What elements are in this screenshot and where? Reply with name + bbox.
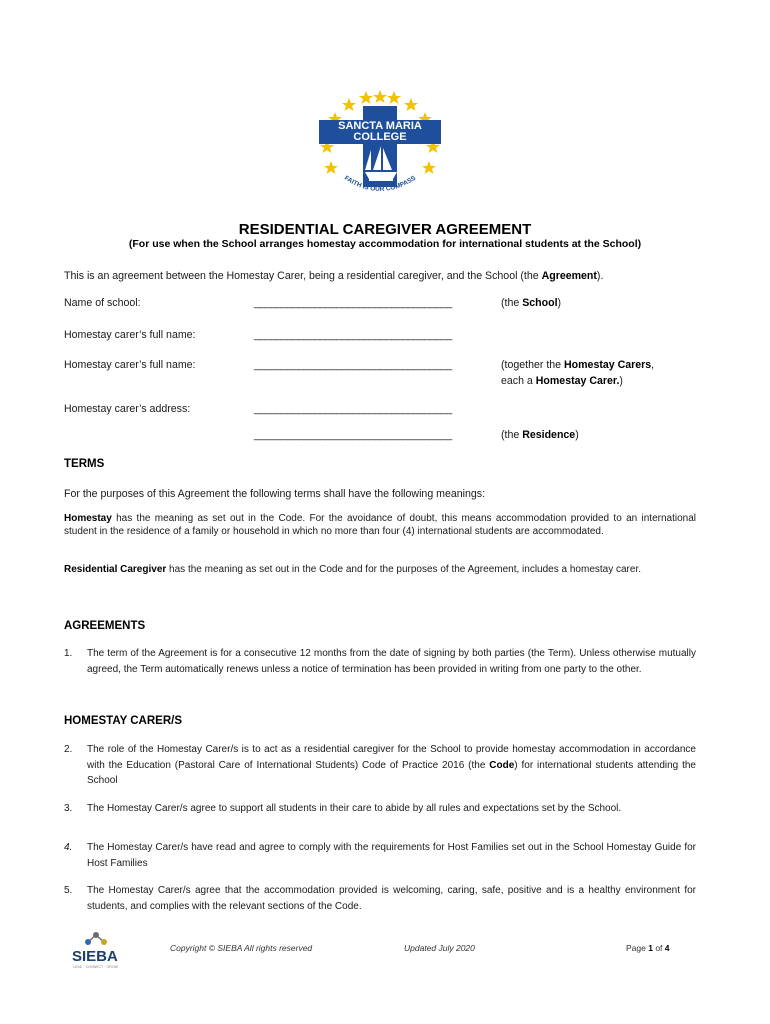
clause-5 (64, 883, 696, 914)
carer2-name-label: Homestay carer’s full name: (64, 359, 196, 371)
page-number: Page 1 of 4 (626, 943, 670, 953)
footer-updated: Updated July 2020 (404, 943, 475, 953)
clause-4 (64, 840, 696, 871)
clause-text: The Homestay Carer/s agree that the accommodation provided is welcoming, caring, safe, positive and is a healthy environment for students, and complies with the relevant sections of the Code. (87, 885, 696, 912)
school-name-blank[interactable]: ____________________________________ (254, 297, 452, 309)
clause-number: 4. (64, 842, 73, 853)
clause-3 (64, 801, 696, 817)
address-blank-1[interactable]: ____________________________________ (254, 403, 452, 415)
star (422, 161, 436, 174)
clause-number: 3. (64, 803, 73, 814)
caregiver-definition: Residential Caregiver has the meaning as set out in the Code and for the purposes of the Agreement, includes a homestay carer. (64, 564, 642, 575)
agreements-heading: AGREEMENTS (64, 620, 146, 632)
address-label: Homestay carer’s address: (64, 403, 191, 415)
clause-number: 5. (64, 885, 73, 896)
clause-number: 2. (64, 744, 73, 755)
star (342, 98, 356, 111)
carer1-name-blank[interactable]: ____________________________________ (254, 329, 452, 341)
document-subtitle: (For use when the School arranges homestay accommodation for international students at the School) (128, 238, 642, 250)
sieba-logo (70, 930, 132, 970)
document-title: RESIDENTIAL CAREGIVER AGREEMENT (238, 221, 532, 238)
star (404, 98, 418, 111)
star (324, 161, 338, 174)
address-blank-2[interactable]: ____________________________________ (254, 429, 452, 441)
carer2-name-blank[interactable]: ____________________________________ (254, 359, 452, 371)
college-crest-logo (305, 84, 455, 204)
clause-text: The term of the Agreement is for a consecutive 12 months from the date of signing by both parties (the Term). Unless otherwise mutually agreed, the Term automatically renews unless a notice of termination has been provided in writing from one party to the other. (87, 648, 696, 675)
sieba-wordmark: SIEBA (72, 948, 118, 965)
intro-paragraph: This is an agreement between the Homestay Carer, being a residential caregiver, and the School (the Agreement). (64, 270, 604, 282)
logo-name-line2: COLLEGE (353, 131, 407, 143)
network-dots-icon (85, 932, 107, 945)
sieba-tagline: LEAD · CONNECT · GROW (73, 965, 119, 969)
clause-number: 1. (64, 648, 73, 659)
terms-heading: TERMS (64, 458, 105, 470)
residence-suffix: (the Residence) (501, 429, 579, 441)
star (373, 90, 387, 103)
logo-name-line1: SANCTA MARIA (338, 120, 422, 132)
terms-intro: For the purposes of this Agreement the following terms shall have the following meanings: (64, 488, 486, 500)
school-suffix: (the School) (501, 297, 562, 309)
homestay-definition: Homestay has the meaning as set out in the Code. For the avoidance of doubt, this means accommodation provided to an international student in the residence of a family or household in which no more than four (4) international students are accommodated. (64, 513, 696, 537)
clause-2 (64, 742, 696, 789)
carers-suffix: (together the Homestay Carers, each a Homestay Carer.) (501, 359, 655, 387)
clause-text: The Homestay Carer/s agree to support all students in their care to abide by all rules and expectations set by the School. (87, 803, 622, 814)
school-name-label: Name of school: (64, 297, 141, 309)
carer1-name-label: Homestay carer’s full name: (64, 329, 196, 341)
homestay-carers-heading: HOMESTAY CARER/S (64, 715, 183, 727)
star (387, 91, 401, 104)
clause-text: The role of the Homestay Carer/s is to act as a residential caregiver for the School to provide homestay accommodation in accordance with the Education (Pastoral Care of International Students) Code of Practice 2016 (the Code) for international students attending the School (87, 744, 696, 786)
clause-1 (64, 646, 696, 677)
footer-copyright: Copyright © SIEBA All rights reserved (170, 943, 313, 953)
logo-motto: FAITH IS OUR COMPASS (342, 174, 418, 194)
clause-text: The Homestay Carer/s have read and agree to comply with the requirements for Host Families set out in the School Homestay Guide for Host Families (87, 842, 696, 869)
star (359, 91, 373, 104)
